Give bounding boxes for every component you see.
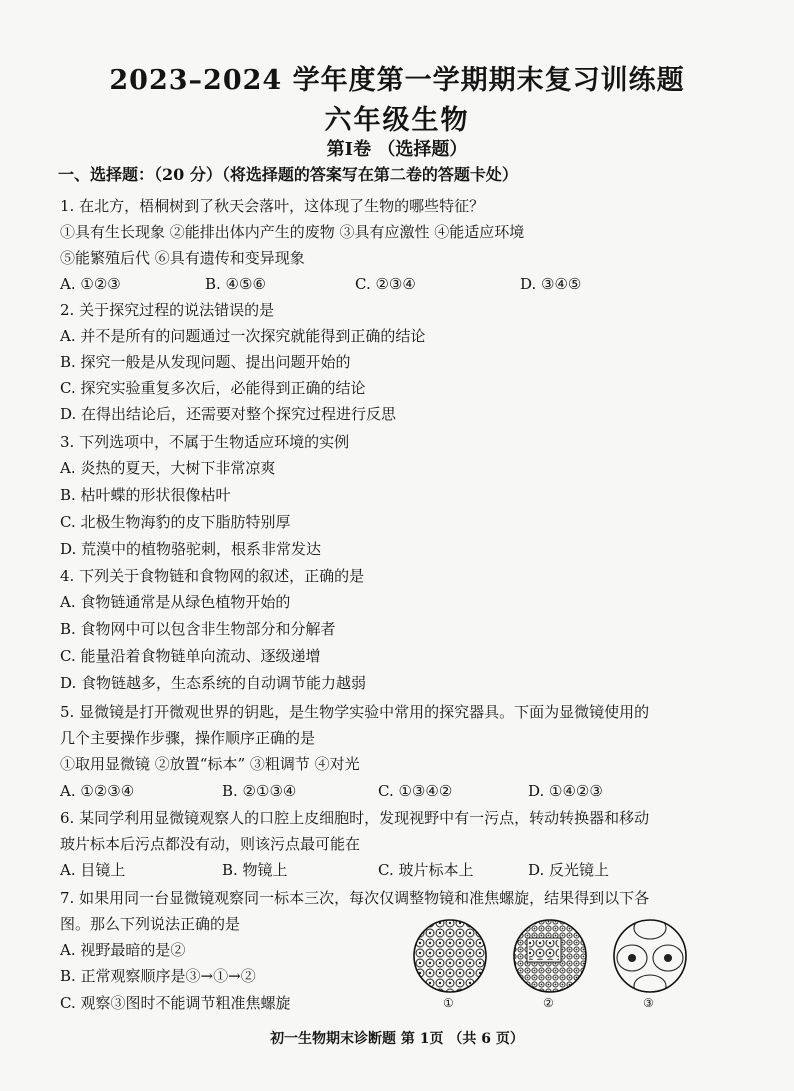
question-2-option-a: A. 并不是所有的问题通过一次探究就能得到正确的结论: [60, 327, 426, 345]
question-4-option-d: D. 食物链越多，生态系统的自动调节能力越弱: [60, 674, 367, 692]
page-title: 2023–2024 学年度第一学期期末复习训练题: [109, 65, 685, 96]
question-5-stem-line2: 几个主要操作步骤，操作顺序正确的是: [60, 729, 316, 747]
question-6-option-a: A. 目镜上: [60, 861, 126, 879]
question-1-stem-line2: ①具有生长现象 ②能排出体内产生的废物 ③具有应激性 ④能适应环境: [60, 223, 525, 241]
question-5-stem: 5. 显微镜是打开微观世界的钥匙，是生物学实验中常用的探究器具。下面为显微镜使用的: [60, 703, 650, 721]
question-4-option-b: B. 食物网中可以包含非生物部分和分解者: [60, 620, 336, 638]
question-1-stem: 1. 在北方，梧桐树到了秋天会落叶，这体现了生物的哪些特征？: [60, 197, 485, 215]
question-1-option-b: B. ④⑤⑥: [205, 275, 266, 293]
question-7-stem: 7. 如果用同一台显微镜观察同一标本三次，每次仅调整物镜和准焦螺旋，结果得到以下各: [60, 889, 650, 907]
figure-label-3: ③: [643, 996, 654, 1010]
question-1-stem-line3: ⑤能繁殖后代 ⑥具有遗传和变异现象: [60, 249, 305, 267]
question-1-option-c: C. ②③④: [355, 275, 416, 293]
question-6-stem-line2: 玻片标本后污点都没有动，则该污点最可能在: [60, 835, 361, 853]
question-2-stem: 2. 关于探究过程的说法错误的是: [60, 301, 275, 319]
question-5-stem-line3: ①取用显微镜 ②放置“标本” ③粗调节 ④对光: [60, 755, 360, 773]
question-7-option-c: C. 观察③图时不能调节粗准焦螺旋: [60, 994, 291, 1012]
question-7-stem-line2: 图。那么下列说法正确的是: [60, 915, 241, 933]
volume-heading: 第Ⅰ卷 （选择题）: [326, 139, 468, 160]
question-5-option-d: D. ①④②③: [528, 782, 603, 800]
figure-label-1: ①: [443, 996, 454, 1010]
question-5-option-b: B. ②①③④: [222, 782, 297, 800]
question-3-option-c: C. 北极生物海豹的皮下脂肪特别厚: [60, 513, 291, 531]
question-6-option-d: D. 反光镜上: [528, 861, 610, 879]
question-6-stem: 6. 某同学利用显微镜观察人的口腔上皮细胞时，发现视野中有一污点，转动转换器和移动: [60, 809, 650, 827]
question-6-option-c: C. 玻片标本上: [378, 861, 474, 879]
question-2-option-d: D. 在得出结论后，还需要对整个探究过程进行反思: [60, 405, 397, 423]
question-5-option-a: A. ①②③④: [60, 782, 135, 800]
figure-label-2: ②: [543, 996, 554, 1010]
question-1-option-a: A. ①②③: [60, 275, 121, 293]
question-4-stem: 4. 下列关于食物链和食物网的叙述，正确的是: [60, 567, 365, 585]
microscope-views-illustration: [405, 918, 695, 998]
question-5-option-c: C. ①③④②: [378, 782, 453, 800]
page-footer: 初一生物期末诊断题 第 1页 （共 6 页）: [270, 1031, 524, 1047]
question-7-option-a: A. 视野最暗的是②: [60, 941, 186, 959]
question-4-option-c: C. 能量沿着食物链单向流动、逐级递增: [60, 647, 321, 665]
question-1-option-d: D. ③④⑤: [520, 275, 582, 293]
question-2-option-b: B. 探究一般是从发现问题、提出问题开始的: [60, 353, 351, 371]
question-3-option-d: D. 荒漠中的植物骆驼刺，根系非常发达: [60, 540, 322, 558]
question-7-option-b: B. 正常观察顺序是③→①→②: [60, 967, 256, 985]
question-3-option-b: B. 枯叶蝶的形状很像枯叶: [60, 486, 231, 504]
question-3-option-a: A. 炎热的夏天，大树下非常凉爽: [60, 459, 276, 477]
page-subtitle: 六年级生物: [324, 105, 470, 136]
microscope-figures: [405, 918, 695, 1010]
question-2-option-c: C. 探究实验重复多次后，必能得到正确的结论: [60, 379, 366, 397]
question-3-stem: 3. 下列选项中，不属于生物适应环境的实例: [60, 433, 350, 451]
question-4-option-a: A. 食物链通常是从绿色植物开始的: [60, 593, 291, 611]
section-heading: 一、选择题：（20 分）（将选择题的答案写在第二卷的答题卡处）: [58, 165, 518, 184]
question-6-option-b: B. 物镜上: [222, 861, 288, 879]
